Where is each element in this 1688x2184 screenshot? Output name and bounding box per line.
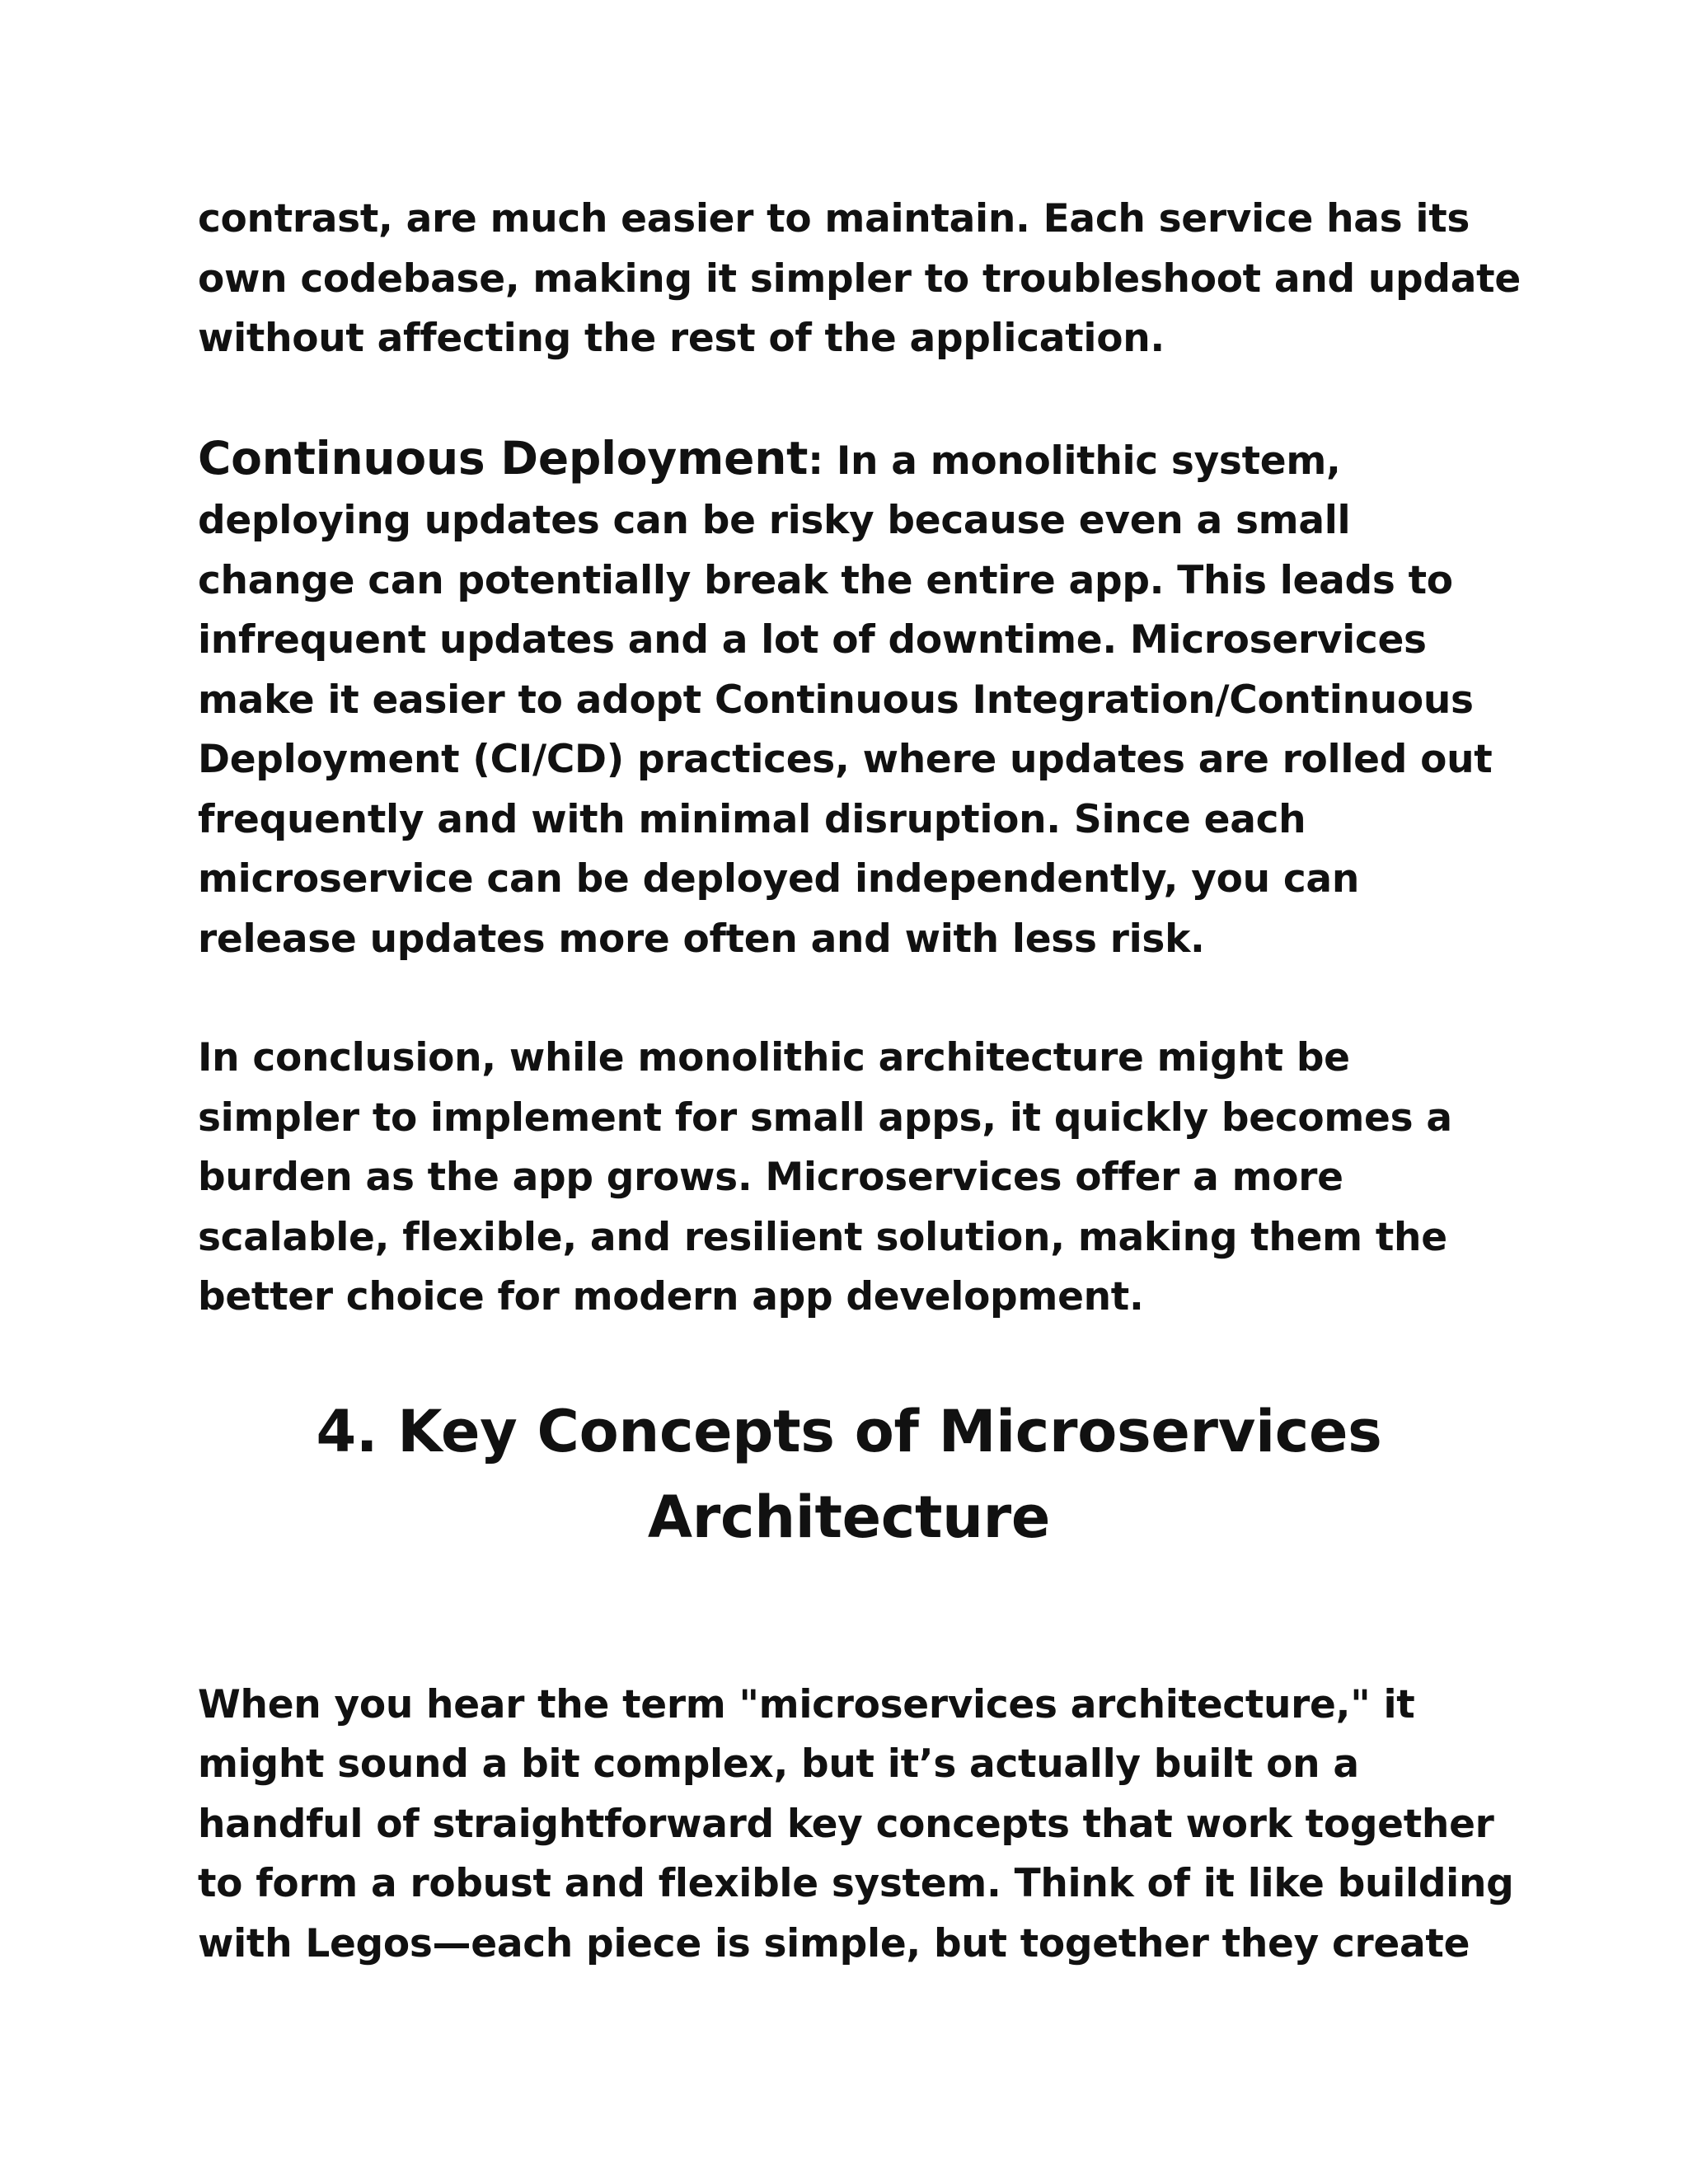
text-line: microservice can be deployed independently, you can [198, 856, 1359, 902]
lead-term: Continuous Deployment [198, 431, 809, 485]
text-line [198, 429, 1500, 492]
paragraph-introduction [198, 1675, 1514, 1975]
text-line: infrequent updates and a lot of downtime. Microservices [198, 617, 1427, 663]
lead-term-suffix: : In a monolithic system, [808, 438, 1341, 484]
text-line: change can potentially break the entire app. This leads to [198, 557, 1453, 603]
text-line: own codebase, making it simpler to troubleshoot and update [198, 255, 1521, 302]
text-line: When you hear the term "microservices architecture," it [198, 1681, 1415, 1727]
paragraph-continuous-deployment [198, 429, 1500, 970]
heading-line: 4. Key Concepts of Microservices [316, 1397, 1382, 1465]
text-line: contrast, are much easier to maintain. Each service has its [198, 196, 1470, 241]
text-line: handful of straightforward key concepts that work together [198, 1801, 1494, 1847]
text-line: Deployment (CI/CD) practices, where updates are rolled out [198, 737, 1493, 782]
paragraph-conclusion [198, 1029, 1500, 1328]
text-line: to form a robust and flexible system. Think of it like building [198, 1861, 1514, 1906]
heading-line: Architecture [647, 1483, 1051, 1551]
text-line: release updates more often and with less risk. [198, 916, 1205, 962]
text-line: scalable, flexible, and resilient solution, making them the [198, 1214, 1447, 1260]
document-page [198, 190, 1521, 1974]
text-line: frequently and with minimal disruption. Since each [198, 796, 1306, 842]
paragraph-maintainability-end [198, 190, 1521, 369]
text-line: make it easier to adopt Continuous Integration/Continuous [198, 677, 1474, 723]
text-line: better choice for modern app development. [198, 1274, 1144, 1319]
text-line: simpler to implement for small apps, it quickly becomes a [198, 1094, 1452, 1141]
text-line: burden as the app grows. Microservices offer a more [198, 1155, 1343, 1200]
text-line: might sound a bit complex, but it’s actually built on a [198, 1741, 1359, 1787]
text-line: without affecting the rest of the application. [198, 316, 1165, 361]
text-line: with Legos—each piece is simple, but together they create [198, 1920, 1470, 1966]
section-heading [198, 1389, 1500, 1560]
text-line: deploying updates can be risky because even a small [198, 498, 1351, 543]
text-line: In conclusion, while monolithic architecture might be [198, 1035, 1350, 1080]
